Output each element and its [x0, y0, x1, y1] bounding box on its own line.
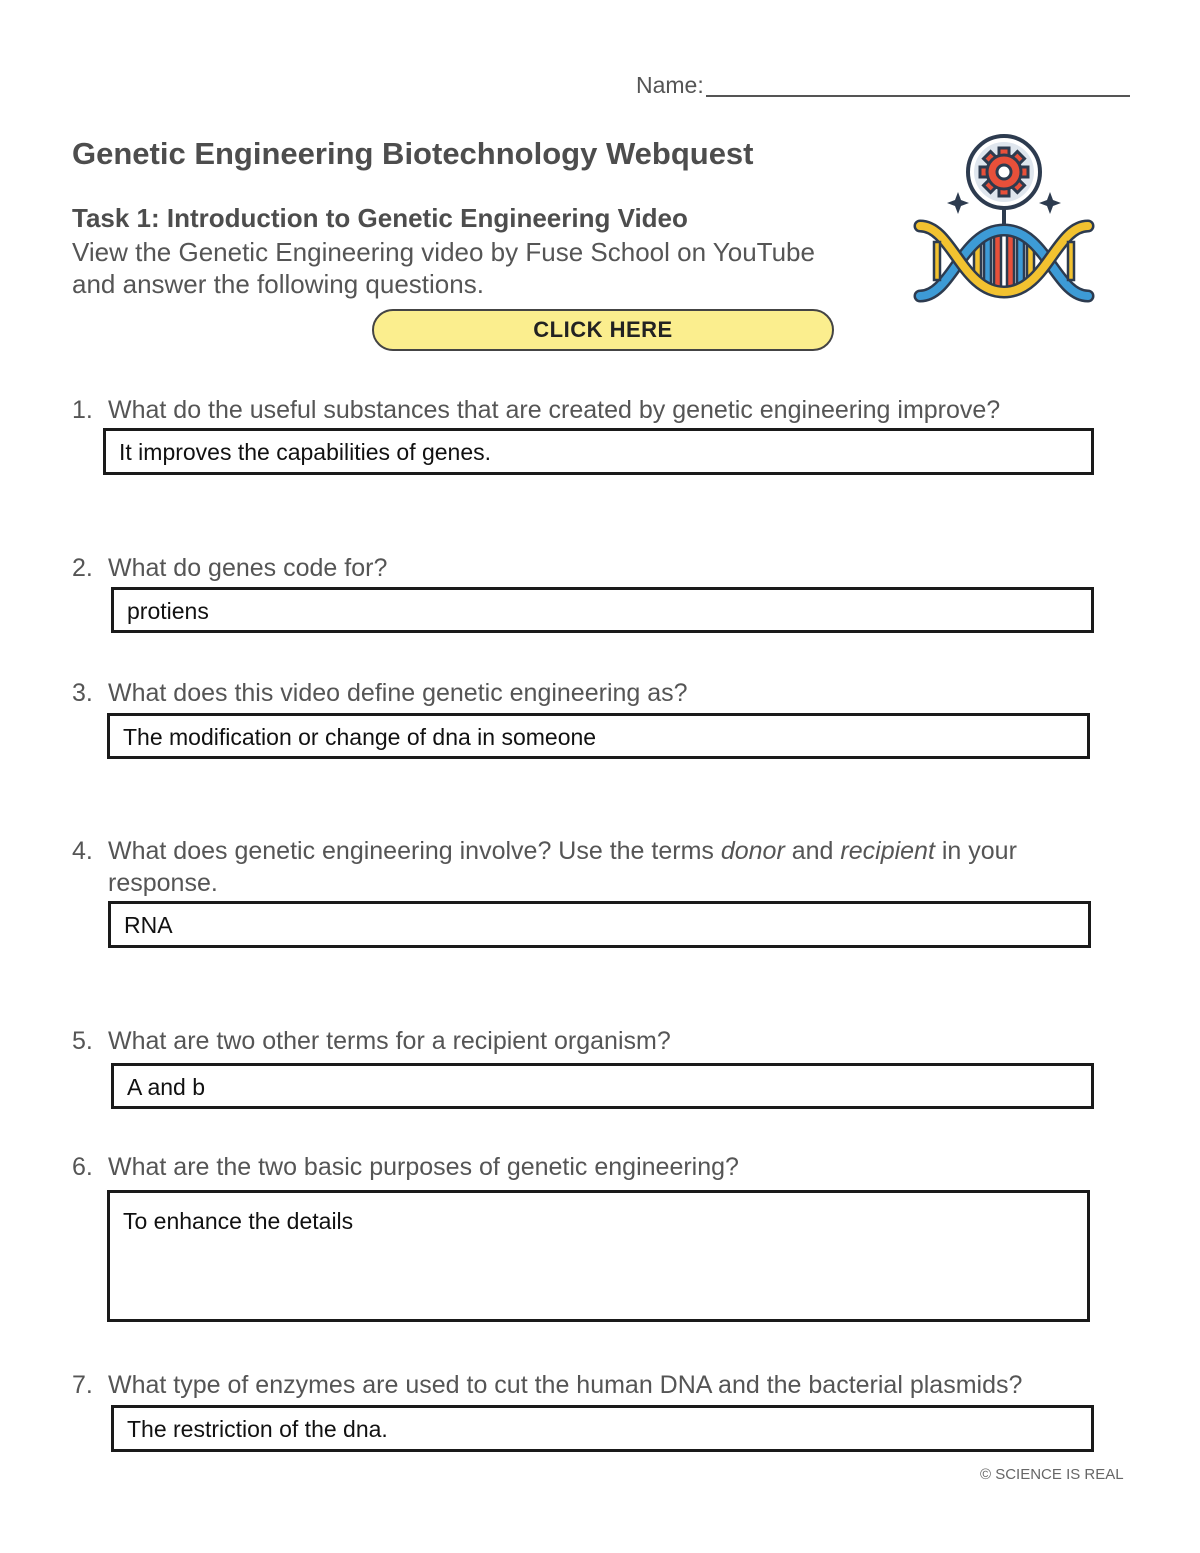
answer-box-1[interactable]: It improves the capabilities of genes.: [103, 428, 1094, 475]
page-title: Genetic Engineering Biotechnology Webquest: [72, 136, 754, 171]
question-3: [72, 677, 1132, 709]
name-field-line[interactable]: [706, 95, 1130, 97]
question-number: 6.: [72, 1153, 93, 1181]
question-number: 5.: [72, 1027, 93, 1055]
question-text: What does this video define genetic engineering as?: [108, 679, 688, 707]
question-6: [72, 1151, 1132, 1183]
question-text: What do genes code for?: [108, 554, 388, 582]
sparkle-left-icon: [947, 192, 969, 214]
answer-box-7[interactable]: The restriction of the dna.: [111, 1405, 1094, 1452]
answer-box-5[interactable]: A and b: [111, 1063, 1094, 1109]
question-number: 1.: [72, 396, 93, 424]
question-text: What type of enzymes are used to cut the human DNA and the bacterial plasmids?: [108, 1371, 1023, 1399]
answer-box-4[interactable]: RNA: [108, 901, 1091, 948]
question-text-part: What does genetic engineering involve? Use the terms: [108, 837, 721, 865]
question-7: [72, 1369, 1152, 1401]
task-description: [72, 236, 892, 300]
name-label: Name:: [636, 72, 704, 98]
term-donor: donor: [720, 837, 785, 865]
question-text: What are two other terms for a recipient organism?: [108, 1027, 671, 1055]
term-recipient: recipient: [840, 837, 935, 865]
question-2: [72, 552, 1132, 584]
dna-gear-icon: [912, 130, 1096, 306]
question-5: [72, 1025, 1132, 1057]
answer-box-6[interactable]: To enhance the details: [107, 1190, 1090, 1322]
task-description-line-1: View the Genetic Engineering video by Fuse School on YouTube: [72, 237, 815, 267]
question-text-part: and: [784, 837, 841, 865]
question-4: [72, 835, 1152, 899]
question-text-part: response.: [108, 869, 218, 897]
question-text-part: in your: [934, 837, 1017, 865]
click-here-button[interactable]: CLICK HERE: [372, 309, 834, 351]
answer-box-2[interactable]: protiens: [111, 587, 1094, 633]
copyright-footer: © SCIENCE IS REAL: [980, 1466, 1124, 1483]
question-number: 2.: [72, 554, 93, 582]
task-title: Task 1: Introduction to Genetic Engineering Video: [72, 203, 688, 233]
question-text: What are the two basic purposes of genetic engineering?: [108, 1153, 739, 1181]
question-number: 3.: [72, 679, 93, 707]
question-number: 4.: [72, 837, 93, 865]
question-text: [108, 835, 1148, 899]
question-number: 7.: [72, 1371, 93, 1399]
sparkle-right-icon: [1039, 192, 1061, 214]
answer-box-3[interactable]: The modification or change of dna in someone: [107, 713, 1090, 759]
question-text: What do the useful substances that are created by genetic engineering improve?: [108, 396, 1001, 424]
task-description-line-2: and answer the following questions.: [72, 269, 484, 299]
question-1: [72, 394, 1132, 426]
gear-icon: [980, 148, 1028, 196]
